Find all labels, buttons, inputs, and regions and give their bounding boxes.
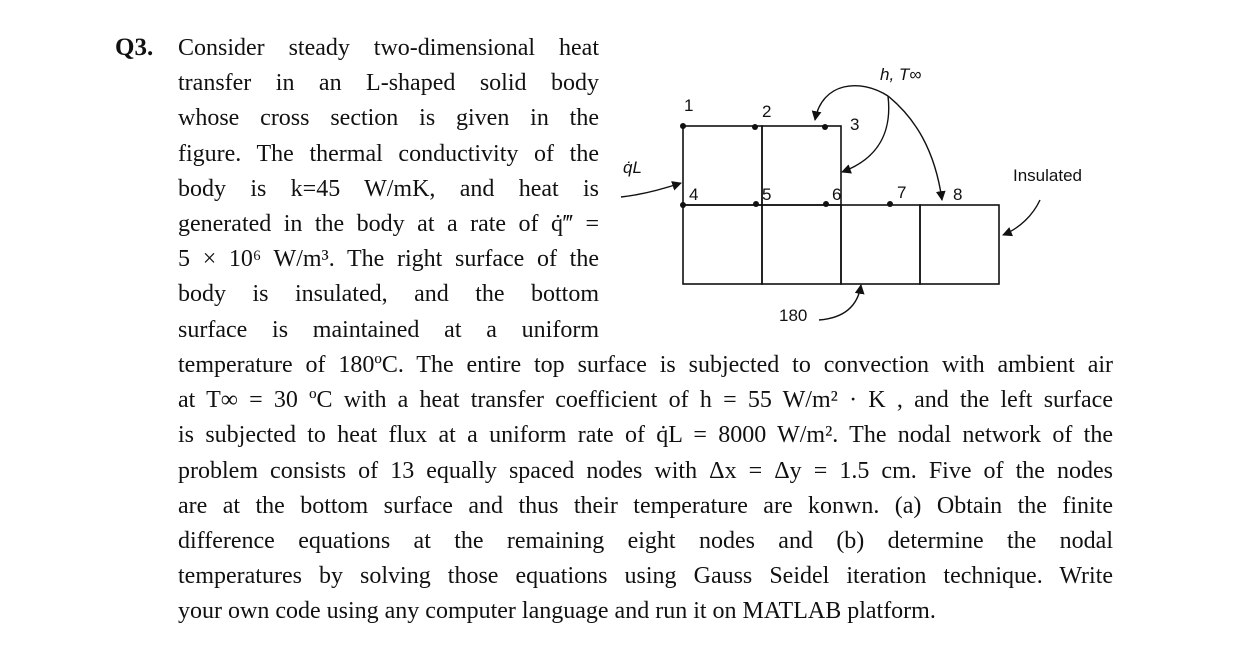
node-dot (680, 202, 686, 208)
text-line: difference equations at the remaining eight nodes and (b) determine the nodal (178, 527, 1113, 554)
text-line: temperature of 180ºC. The entire top surface is subjected to convection with ambient air (178, 352, 1113, 378)
node-dot (753, 201, 759, 207)
node-label-8: 8 (953, 185, 963, 204)
node-label-2: 2 (762, 102, 772, 121)
node-dot (823, 201, 829, 207)
node-label-6: 6 (832, 185, 842, 204)
node-label-4: 4 (689, 185, 699, 204)
text-line: problem consists of 13 equally spaced nodes with Δx = Δy = 1.5 cm. Five of the nodes (178, 457, 1113, 484)
question-number: Q3. (115, 34, 154, 61)
node-dot (887, 201, 893, 207)
text-line: figure. The thermal conductivity of the (178, 140, 599, 167)
text-line: is subjected to heat flux at a uniform rate of q̇L = 8000 W/m². The nodal network of the (178, 422, 1113, 449)
node-label-1: 1 (684, 96, 694, 115)
lower-cell-2 (762, 205, 841, 284)
node-label-3: 3 (850, 115, 860, 134)
text-line: generated in the body at a rate of q̇‴ = (178, 210, 599, 237)
l-shaped-body (683, 126, 999, 284)
lower-cell-3 (841, 205, 920, 284)
text-line: whose cross section is given in the (178, 105, 599, 132)
convection-arrow (842, 96, 889, 172)
node-label-5: 5 (762, 185, 772, 204)
node-dot (752, 124, 758, 130)
heat-flux-label: q̇L (623, 158, 642, 177)
text-line: your own code using any computer language and run it on MATLAB platform. (178, 598, 936, 625)
heat-flux-arrow (621, 183, 681, 197)
text-line: are at the bottom surface and thus their temperature are konwn. (a) Obtain the finite (178, 492, 1113, 519)
node-label-7: 7 (897, 183, 907, 202)
text-line: 5 × 10⁶ W/m³. The right surface of the (178, 246, 599, 273)
text-line: Consider steady two-dimensional heat (178, 35, 599, 61)
node-dot (822, 124, 828, 130)
text-line: body is k=45 W/mK, and heat is (178, 175, 599, 202)
text-line: surface is maintained at a uniform (178, 316, 599, 343)
lower-cell-4 (920, 205, 999, 284)
lower-cell-1 (683, 205, 762, 284)
node-dots (680, 123, 893, 208)
upper-cell-2 (762, 126, 841, 205)
text-line: temperatures by solving those equations using Gauss Seidel iteration technique. Write (178, 563, 1113, 590)
bottom-temperature-label: 180 (779, 306, 808, 325)
text-line: body is insulated, and the bottom (178, 281, 599, 308)
text-line: transfer in an L-shaped solid body (178, 70, 599, 97)
text-line: at T∞ = 30 ºC with a heat transfer coefficient of h = 55 W/m² · K , and the left surface (178, 387, 1113, 414)
insulated-arrow (1003, 200, 1040, 235)
convection-label: h, T∞ (880, 65, 922, 84)
insulated-label: Insulated (1013, 166, 1082, 185)
node-dot (680, 123, 686, 129)
bottom-temperature-arrow (819, 285, 861, 320)
